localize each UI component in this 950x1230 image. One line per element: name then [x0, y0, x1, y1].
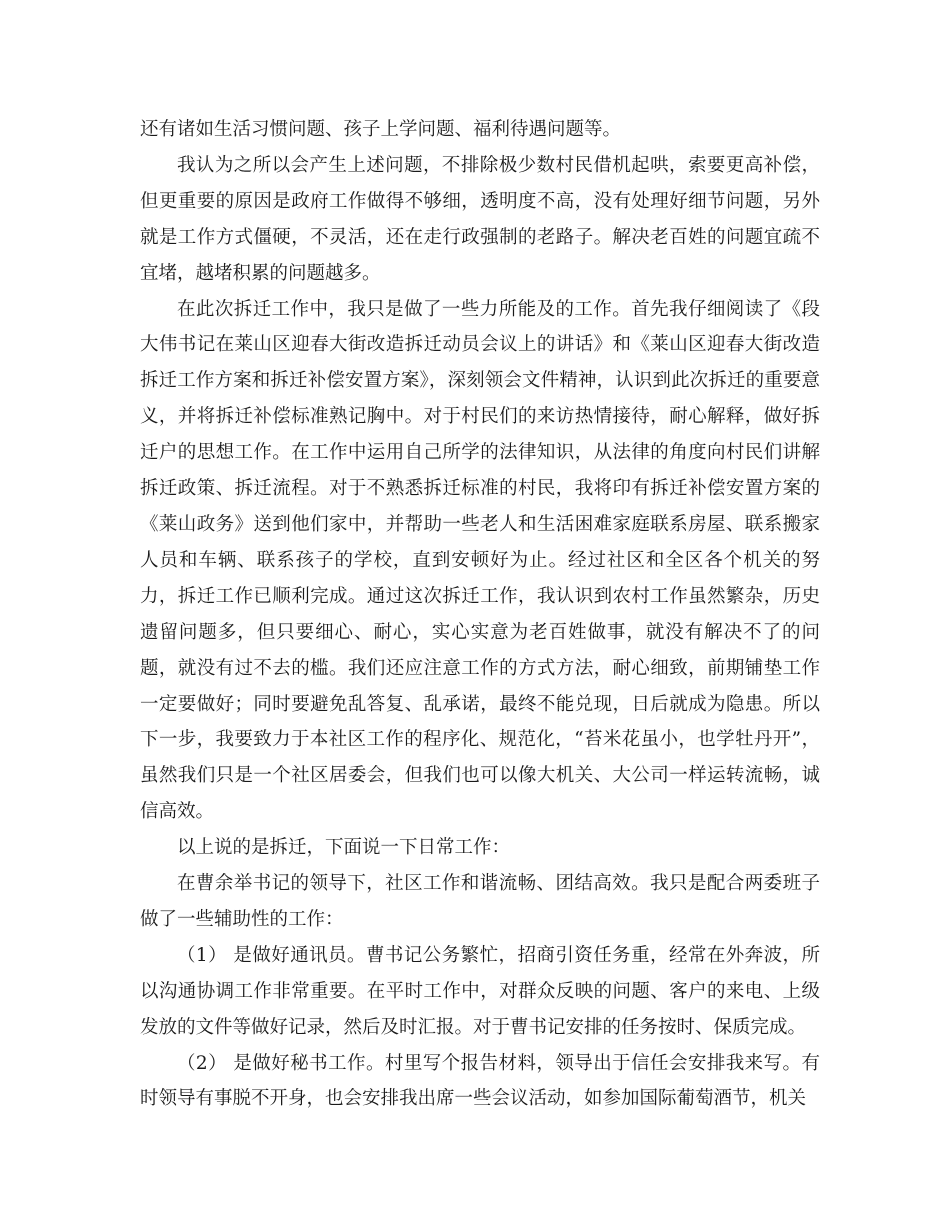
paragraph-4: 以上说的是拆迁，下面说一下日常工作： [177, 837, 511, 859]
paragraph-2: 我认为之所以会产生上述问题，不排除极少数村民借机起哄，索要更高补偿，但更重要的原因是政府工作做得不够细，透明度不高，没有处理好细节问题，另外就是工作方式僵硬，不灵活，还在走行政强制的老路子。解决老百姓的问题宜疏不宜堵，越堵积累的问题越多。 [140, 154, 820, 284]
paragraph-6: （1） 是做好通讯员。曹书记公务繁忙，招商引资任务重，经常在外奔波，所以沟通协调工作非常重要。在平时工作中，对群众反映的问题、客户的来电、上级发放的文件等做好记录，然后及时汇报。对于曹书记安排的任务按时、保质完成。 [140, 944, 820, 1038]
document-body [140, 112, 820, 1117]
paragraph-3: 在此次拆迁工作中，我只是做了一些力所能及的工作。首先我仔细阅读了《段大伟书记在莱山区迎春大街改造拆迁动员会议上的讲话》和《莱山区迎春大街改造拆迁工作方案和拆迁补偿安置方案》，深刻领会文件精神，认识到此次拆迁的重要意义，并将拆迁补偿标准熟记胸中。对于村民们的来访热情接待，耐心解释，做好拆迁户的思想工作。在工作中运用自己所学的法律知识，从法律的角度向村民们讲解拆迁政策、拆迁流程。对于不熟悉拆迁标准的村民，我将印有拆迁补偿安置方案的《莱山政务》送到他们家中，并帮助一些老人和生活困难家庭联系房屋、联系搬家人员和车辆、联系孩子的学校，直到安顿好为止。经过社区和全区各个机关的努力，拆迁工作已顺利完成。通过这次拆迁工作，我认识到农村工作虽然繁杂，历史遗留问题多，但只要细心、耐心，实心实意为老百姓做事，就没有解决不了的问题，就没有过不去的槛。我们还应注意工作的方式方法，耐心细致，前期铺垫工作一定要做好；同时要避免乱答复、乱承诺，最终不能兑现，日后就成为隐患。所以下一步，我要致力于本社区工作的程序化、规范化，“苔米花虽小，也学牡丹开”，虽然我们只是一个社区居委会，但我们也可以像大机关、大公司一样运转流畅，诚信高效。 [140, 298, 820, 823]
paragraph-5: 在曹余举书记的领导下，社区工作和谐流畅、团结高效。我只是配合两委班子做了一些辅助性的工作： [140, 873, 820, 930]
paragraph-7: （2） 是做好秘书工作。村里写个报告材料，领导出于信任会安排我来写。有时领导有事脱不开身，也会安排我出席一些会议活动，如参加国际葡萄酒节，机关 [140, 1052, 820, 1110]
paragraph-1: 还有诸如生活习惯问题、孩子上学问题、福利待遇问题等。 [140, 119, 622, 140]
